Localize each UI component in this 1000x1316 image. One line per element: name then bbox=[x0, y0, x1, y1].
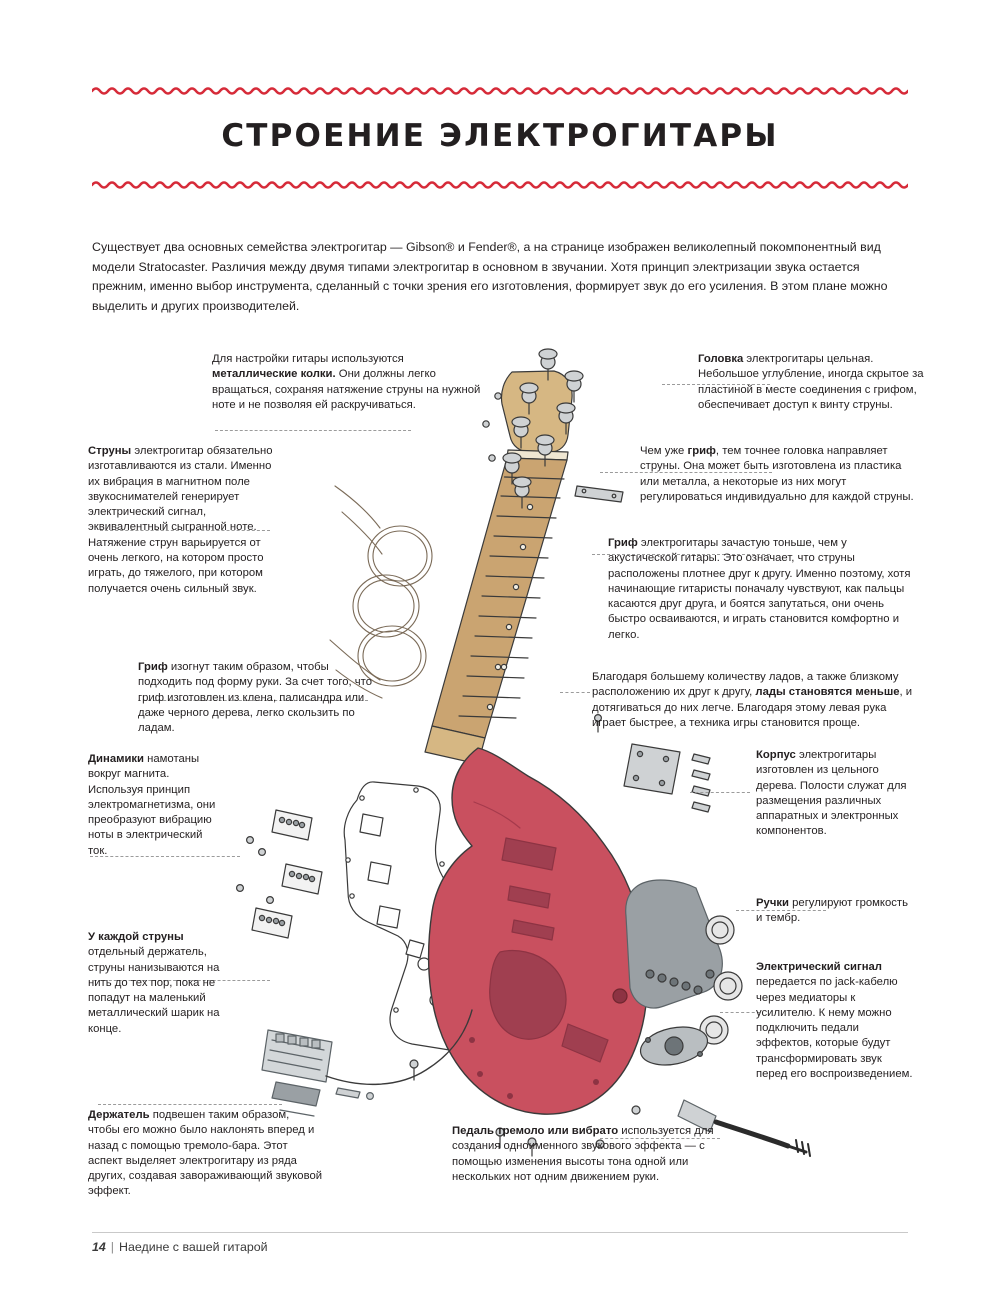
callout-holder bbox=[88, 1108, 324, 1200]
leader-frets bbox=[560, 692, 590, 693]
callout-tremolo-bold: Педаль тремоло или вибрато bbox=[452, 1125, 619, 1137]
callout-neck-curve-after: изогнут таким образом, чтобы подходить под форму руки. За счет того, что гриф изготовлен из клена, палисандра или даже черного дерева, легко скользить по ладам. bbox=[138, 661, 373, 735]
callout-holder-after: подвешен таким образом, чтобы его можно было наклонять вперед и назад с помощью тремоло-бара. Этот аспект выделяет электрогитару из ряда других, создавая завораживающий звуковой эффект. bbox=[88, 1109, 323, 1198]
callout-speakers bbox=[88, 752, 216, 859]
guitar-body bbox=[429, 748, 648, 1114]
callout-speakers-bold: Динамики bbox=[88, 753, 144, 765]
leader-tuning-pegs bbox=[215, 430, 411, 431]
callout-frets-before: Благодаря большему количеству ладов, а также близкому расположению их друг к другу, bbox=[592, 671, 899, 699]
callout-tremolo-after: используется для создания одноименного звукового эффекта — с помощью изменения высоты тона одной или нескольких нот одним движением руки. bbox=[452, 1125, 714, 1183]
callout-body-after: электрогитары изготовлен из цельного дерева. Полости служат для размещения различных аппаратных и электронных компонентов. bbox=[756, 749, 907, 838]
callout-electric-signal-bold: Электрический сигнал bbox=[756, 961, 882, 973]
callout-frets-bold: лады становятся меньше bbox=[755, 686, 900, 699]
callout-strings bbox=[88, 444, 284, 597]
callout-strings-bold: Струны bbox=[88, 445, 132, 457]
neck-group bbox=[425, 371, 572, 764]
callout-holder-bold: Держатель bbox=[88, 1109, 150, 1121]
callout-neck-curve bbox=[138, 660, 372, 736]
footer-separator: | bbox=[110, 1240, 115, 1254]
callout-frets bbox=[592, 670, 922, 731]
callout-headstock bbox=[698, 352, 926, 413]
page-footer bbox=[92, 1232, 908, 1254]
callout-neck-thin-bold: Гриф bbox=[608, 537, 638, 549]
leader-electric-signal bbox=[720, 1012, 760, 1013]
callout-knobs-bold: Ручки bbox=[756, 897, 789, 909]
guitar-exploded-diagram bbox=[80, 340, 925, 1210]
leader-body bbox=[690, 792, 750, 793]
callout-neck-width-after: , тем точнее головка направляет струны. Она может быть изготовлена из пластика или металла, а некоторые из них могут регулироваться индивидуально для каждой струны. bbox=[640, 445, 914, 503]
callout-string-holder-after: отдельный держатель, струны нанизываются на нить до тех пор, пока не попадут на маленький металлический шарик на конце. bbox=[88, 946, 220, 1035]
intro-paragraph: Существует два основных семейства электрогитар — Gibson® и Fender®, а на странице изображен великолепный покомпонентный вид модели Stratocaster. Различия между двумя типами электрогитар в основном в звучании. Хотя принцип электризации звука остается прежним, именно выбор инструмента, сделанный с точки зрения его изготовления, формирует звук до его усиления. В этом плане можно выделить и других производителей. bbox=[92, 240, 888, 313]
callout-string-holder-bold: У каждой струны bbox=[88, 931, 184, 943]
callout-string-holder bbox=[88, 930, 238, 1037]
callout-neck-width bbox=[640, 444, 922, 505]
callout-knobs bbox=[756, 896, 916, 927]
callout-headstock-after: электрогитары цельная. Небольшое углубление, иногда скрытое за пластиной в месте соединения с грифом, обеспечивает доступ к винту струны. bbox=[698, 353, 924, 411]
callout-tremolo bbox=[452, 1124, 736, 1185]
callout-neck-width-before: Чем уже bbox=[640, 445, 688, 457]
callout-speakers-after: намотаны вокруг магнита. Используя принцип электромагнетизма, они преобразуют вибрацию ноты в электрический ток. bbox=[88, 753, 216, 857]
callout-tuning-pegs-after: Они должны легко вращаться, сохраняя натяжение струны на нужной ноте и не позволяя ей раскручиваться. bbox=[212, 368, 481, 411]
footer-chapter-title: Наедине с вашей гитарой bbox=[119, 1240, 268, 1254]
callout-tuning-pegs-bold: металлические колки. bbox=[212, 368, 336, 381]
callout-neck-curve-bold: Гриф bbox=[138, 661, 168, 673]
callout-strings-after: электрогитар обязательно изготавливаются из стали. Именно их вибрация в магнитном поле звукоснимателей генерирует электрический сигнал, эквивалентный сыгранной ноте. Натяжение струн варьируется от очень легкого, на котором просто играть, до тяжелого, при котором получается очень сильный звук. bbox=[88, 445, 273, 595]
callout-neck-thin-after: электрогитары зачастую тоньше, чем у акустической гитары. Это означает, что струны расположены плотнее друг к другу. Именно поэтому, хотя начинающие гитаристы поначалу чувствуют, как пальцы касаются друг друга, и боятся запутаться, они очень быстро осваиваются, и играть становится комфортно и легко. bbox=[608, 537, 911, 641]
callout-electric-signal bbox=[756, 960, 916, 1082]
tremolo-cover-plate bbox=[626, 880, 723, 1008]
leader-holder bbox=[98, 1104, 282, 1105]
decorative-wave-bottom bbox=[92, 180, 908, 190]
pickups-group bbox=[237, 810, 322, 938]
callout-knobs-after: регулируют громкость и тембр. bbox=[756, 897, 908, 925]
callout-headstock-bold: Головка bbox=[698, 353, 744, 365]
neck-plate bbox=[575, 486, 623, 502]
callout-body bbox=[756, 748, 922, 840]
callout-neck-thin bbox=[608, 536, 918, 643]
callout-electric-signal-after: передается по jack-кабелю через медиаторы к усилителю. К нему можно подключить педали эффектов, которые будут трансформировать звук перед его воспроизведением. bbox=[756, 976, 913, 1081]
callout-body-bold: Корпус bbox=[756, 749, 796, 761]
callout-neck-width-bold: гриф bbox=[687, 445, 716, 457]
page-title: СТРОЕНИЕ ЭЛЕКТРОГИТАРЫ bbox=[221, 118, 779, 154]
callout-tuning-pegs bbox=[212, 352, 484, 413]
decorative-wave-top bbox=[92, 86, 908, 96]
callout-frets-after: , и дотягиваться до них легче. Благодаря этому левая рука играет быстрее, а техника игры становится проще. bbox=[592, 686, 913, 729]
callout-tuning-pegs-before: Для настройки гитары используются bbox=[212, 353, 404, 365]
page-number: 14 bbox=[92, 1240, 106, 1254]
